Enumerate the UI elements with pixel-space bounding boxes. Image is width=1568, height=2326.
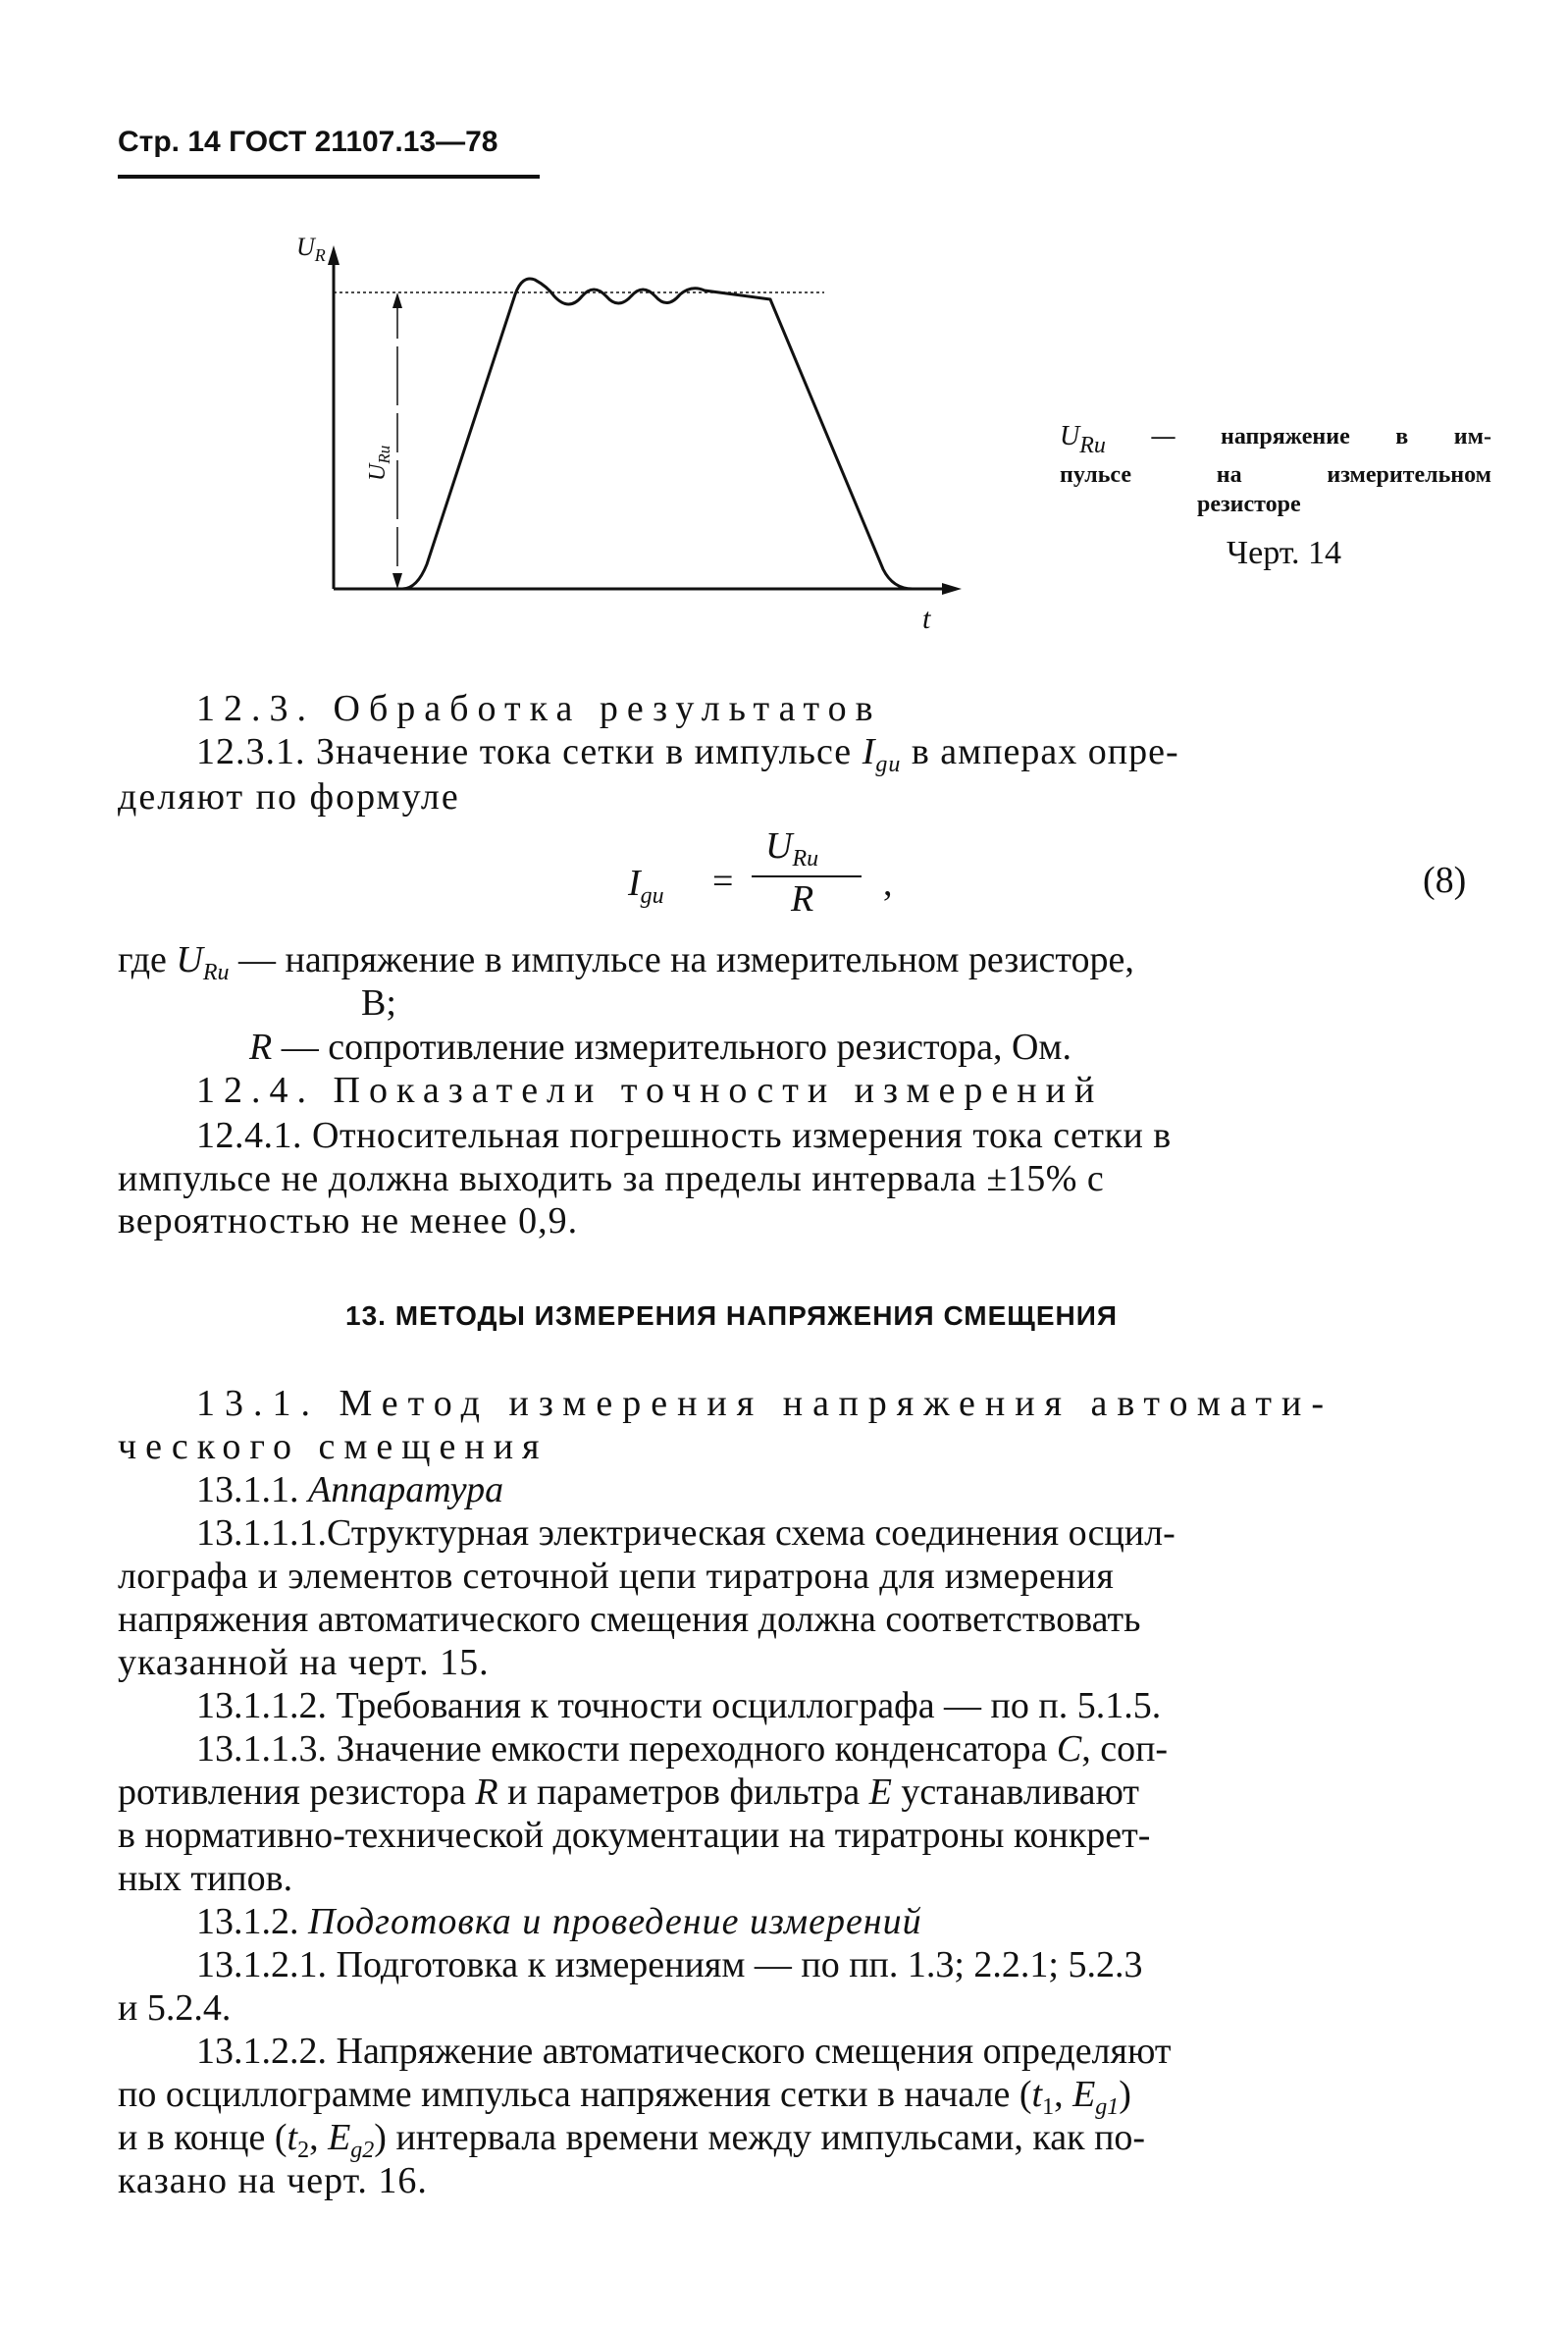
section-13-title: 13. МЕТОДЫ ИЗМЕРЕНИЯ НАПРЯЖЕНИЯ СМЕЩЕНИЯ — [345, 1300, 1118, 1331]
pulse-waveform-figure — [294, 226, 981, 638]
paragraph-13-1-2-1: 13.1.2.1. Подготовка к измерениям — по пп. 1.3; 2.2.1; 5.2.3 — [196, 1944, 1143, 1985]
page-number: Стр. 14 — [118, 126, 221, 158]
heading-12-3: 12.3. Обработка результатов — [196, 688, 882, 729]
amplitude-label: $U_{Rи}$ — [365, 445, 393, 481]
paragraph-12-3-1: 12.3.1. Значение тока сетки в импульсе $I_{gи}$ в амперах опре- — [196, 731, 1179, 777]
amplitude-arrow-bottom — [392, 573, 402, 589]
x-axis-label: t — [922, 603, 931, 635]
heading-12-4: 12.4. Показатели точности измерений — [196, 1070, 1104, 1111]
paragraph-12-4-1-cont1: импульсе не должна выходить за пределы интервала ±15% с — [118, 1158, 1105, 1199]
formula-8: $I_{gи}$ = $U_{Rи}$ R , — [628, 825, 893, 920]
paragraph-13-1-1-3-cont1: ротивления резистора R и параметров фильтра E устанавливают — [118, 1771, 1139, 1813]
heading-13-1-2: 13.1.2. Подготовка и проведение измерений — [196, 1901, 922, 1942]
where-r: R — сопротивление измерительного резистора, Ом. — [249, 1027, 1071, 1068]
paragraph-13-1-2-1-cont: и 5.2.4. — [118, 1987, 232, 2029]
y-axis-arrow — [328, 245, 340, 265]
figure-number: Черт. 14 — [1227, 535, 1342, 571]
paragraph-12-3-1-cont: деляют по формуле — [118, 776, 460, 818]
caption-symbol: URи — [1060, 421, 1106, 458]
paragraph-12-4-1: 12.4.1. Относительная погрешность измерения тока сетки в — [196, 1115, 1172, 1156]
paragraph-13-1-2-2-cont2: и в конце ($t_2$, $E_{g2}$) интервала времени между импульсами, как по- — [118, 2117, 1146, 2163]
paragraph-13-1-1-3-cont3: ных типов. — [118, 1858, 293, 1899]
amplitude-arrow-top — [392, 292, 402, 308]
heading-13-1-1: 13.1.1. Аппаратура — [196, 1469, 504, 1510]
formula-number: (8) — [1423, 860, 1467, 901]
paragraph-13-1-1-1-cont2: напряжения автоматического смещения должна соответствовать — [118, 1599, 1141, 1640]
paragraph-13-1-2-2-cont3: казано на черт. 16. — [118, 2160, 428, 2201]
paragraph-13-1-1-1-cont3: указанной на черт. 15. — [118, 1642, 490, 1683]
paragraph-13-1-1-1: 13.1.1.1.Структурная электрическая схема соединения осцил- — [196, 1512, 1176, 1554]
pulse-waveform — [334, 279, 942, 589]
figure-caption: URи — напряжение в им- пульсе на измерительном резисторе — [1060, 421, 1491, 517]
paragraph-12-4-1-cont2: вероятностью не менее 0,9. — [118, 1200, 579, 1242]
heading-13-1-cont: ческого смещения — [118, 1426, 549, 1467]
paragraph-13-1-1-1-cont1: лографа и элементов сеточной цепи тиратрона для измерения — [118, 1556, 1115, 1597]
x-axis-arrow — [942, 583, 962, 595]
paragraph-13-1-1-3-cont2: в нормативно-технической документации на тиратроны конкрет- — [118, 1815, 1151, 1856]
paragraph-13-1-2-2: 13.1.2.2. Напряжение автоматического смещения определяют — [196, 2031, 1172, 2072]
paragraph-13-1-1-3: 13.1.1.3. Значение емкости переходного конденсатора C, соп- — [196, 1728, 1169, 1770]
paragraph-13-1-2-2-cont1: по осциллограмме импульса напряжения сетки в начале ($t_1$, $E_{g1}$) — [118, 2074, 1131, 2120]
where-urn: где $U_{Rи}$ — напряжение в импульсе на измерительном резисторе, — [118, 939, 1134, 985]
heading-13-1: 13.1. Метод измерения напряжения автомати- — [196, 1383, 1334, 1424]
page-header — [118, 126, 497, 159]
paragraph-13-1-1-2: 13.1.1.2. Требования к точности осциллографа — по п. 5.1.5. — [196, 1685, 1162, 1726]
header-rule — [118, 175, 540, 179]
standard-number: ГОСТ 21107.13—78 — [229, 126, 498, 158]
y-axis-label: $U_R$ — [296, 233, 326, 265]
where-urn-unit: В; — [361, 982, 396, 1024]
